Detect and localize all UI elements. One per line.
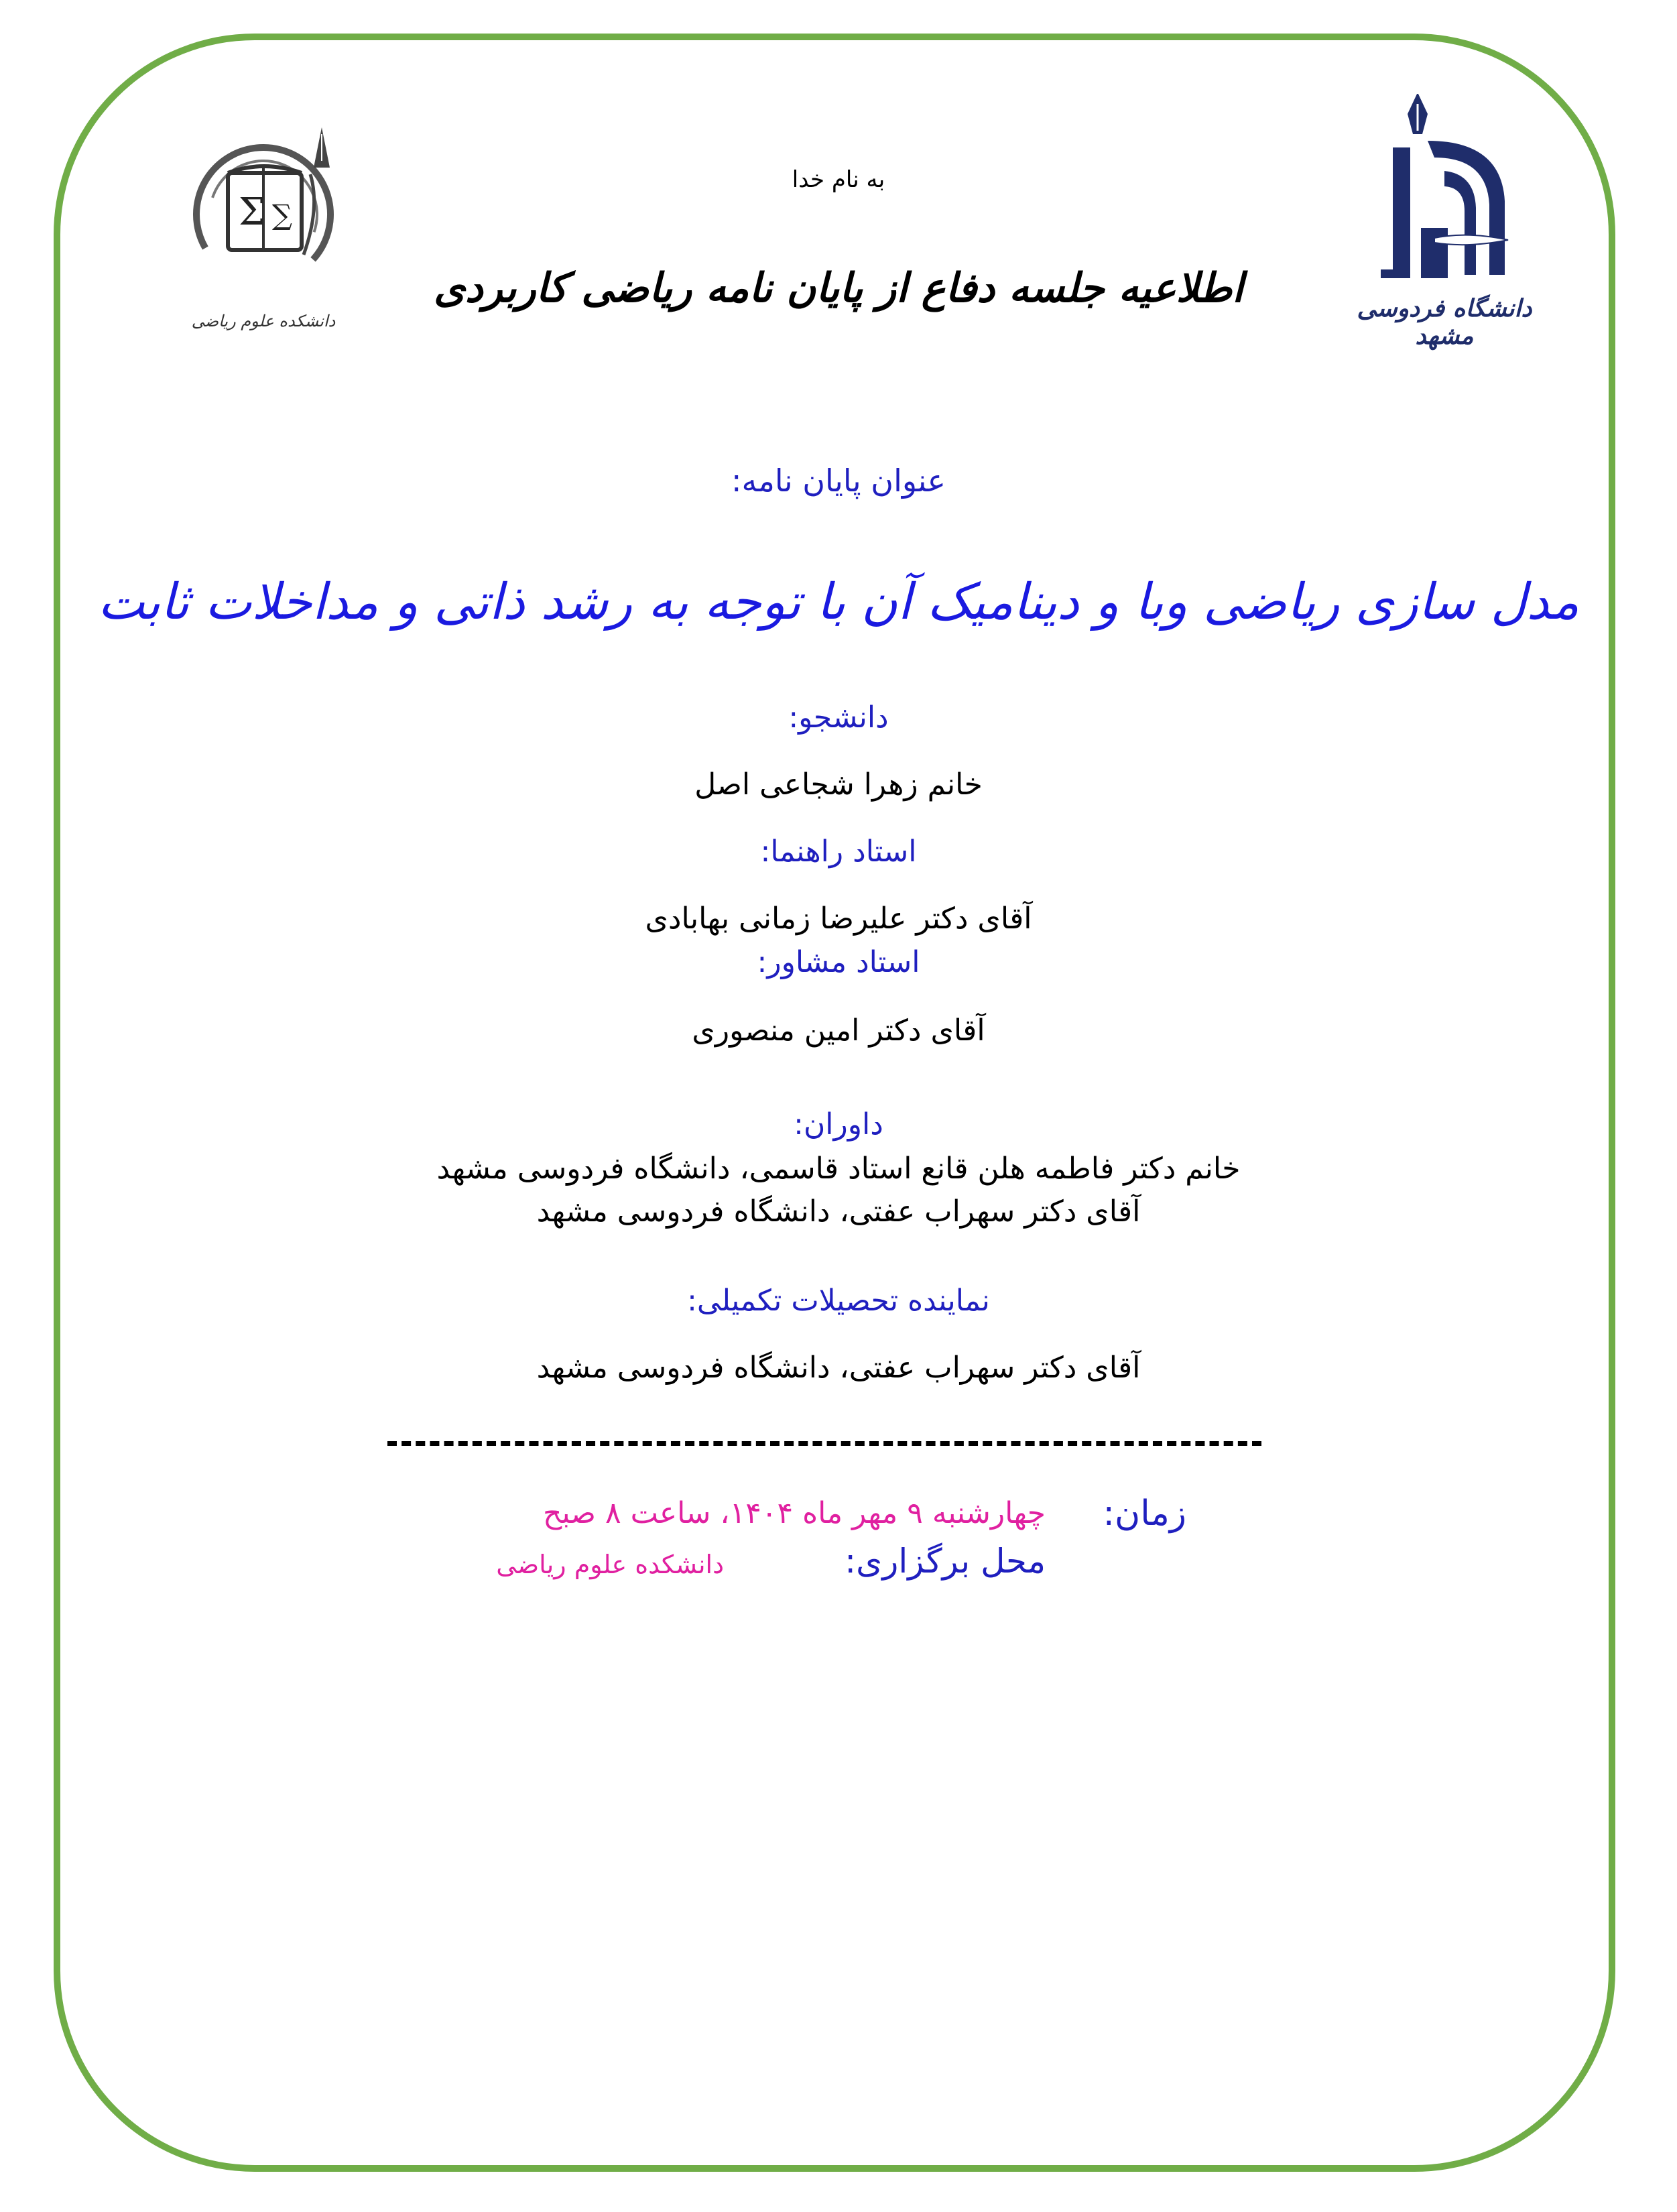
- svg-text:دانشگاه فردوسی مشهد: [180, 101, 184, 103]
- dashed-divider: [387, 1441, 1261, 1446]
- referees-label: داوران:: [794, 1107, 883, 1142]
- referee-item-1: خانم دکتر فاطمه هلن قانع استاد قاسمی، دانشگاه فردوسی مشهد: [436, 1152, 1241, 1186]
- svg-text:∑: ∑: [272, 198, 292, 231]
- announcement-title: اطلاعیه جلسه دفاع از پایان نامه ریاضی کاربردی: [434, 265, 1243, 312]
- advisor-label: استاد مشاور:: [757, 945, 920, 979]
- svg-text:Σ: Σ: [239, 190, 265, 234]
- student-name: خانم زهرا شجاعی اصل: [694, 767, 983, 802]
- student-label: دانشجو:: [788, 700, 889, 735]
- thesis-title: مدل سازی ریاضی وبا و دینامیک آن با توجه به رشد ذاتی و مداخلات ثابت: [97, 573, 1580, 631]
- faculty-of-mathematics-logo: [180, 101, 347, 355]
- referee-item-2: آقای دکتر سهراب عفتی، دانشگاه فردوسی مشهد: [536, 1194, 1141, 1229]
- venue-value: دانشکده علوم ریاضی: [496, 1550, 724, 1579]
- time-label: زمان:: [1103, 1493, 1186, 1534]
- graduate-rep-name: آقای دکتر سهراب عفتی، دانشگاه فردوسی مشهد: [536, 1351, 1141, 1385]
- time-value: چهارشنبه ۹ مهر ماه ۱۴۰۴، ساعت ۸ صبح: [542, 1496, 1046, 1530]
- ferdowsi-logo-caption: دانشگاه فردوسی مشهد: [1357, 295, 1532, 350]
- graduate-rep-label: نماینده تحصیلات تکمیلی:: [687, 1284, 990, 1318]
- faculty-logo-caption: دانشکده علوم ریاضی: [191, 312, 336, 330]
- advisor-name: آقای دکتر امین منصوری: [692, 1013, 985, 1048]
- thesis-title-label: عنوان پایان نامه:: [731, 463, 946, 499]
- supervisor-name: آقای دکتر علیرضا زمانی بهابادی: [645, 902, 1032, 936]
- venue-label: محل برگزاری:: [845, 1542, 1046, 1581]
- supervisor-label: استاد راهنما:: [760, 835, 917, 869]
- bismillah: به نام خدا: [792, 166, 885, 193]
